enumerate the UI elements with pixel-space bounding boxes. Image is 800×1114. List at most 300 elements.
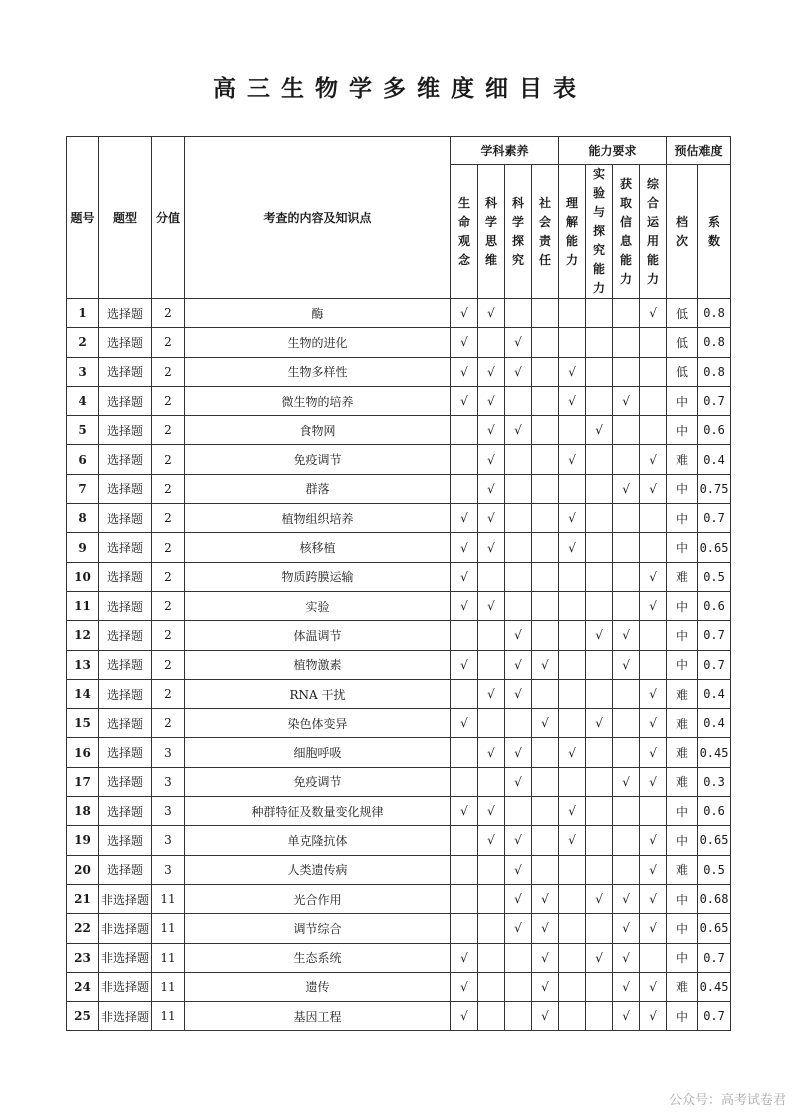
check-cell: [559, 504, 586, 533]
check-mark: √: [541, 950, 549, 965]
check-mark: √: [514, 774, 522, 789]
question-type: 选择题: [99, 650, 152, 679]
check-mark: √: [487, 394, 495, 409]
check-cell: [532, 709, 559, 738]
check-cell: [640, 386, 667, 415]
table-row: [67, 445, 731, 474]
check-cell: [505, 621, 532, 650]
question-type: 选择题: [99, 386, 152, 415]
check-cell: [613, 943, 640, 972]
check-cell: [532, 416, 559, 445]
header-sub-social-responsibility: 社会责任: [538, 195, 551, 267]
check-cell: [559, 1002, 586, 1031]
check-mark: √: [460, 1009, 468, 1024]
check-cell: [451, 299, 478, 328]
check-cell: [640, 504, 667, 533]
check-cell: [451, 445, 478, 474]
question-content: 酶: [185, 299, 451, 328]
header-sub: [640, 165, 667, 299]
check-cell: [532, 328, 559, 357]
question-score: 2: [152, 445, 185, 474]
question-score: 2: [152, 679, 185, 708]
check-cell: [640, 679, 667, 708]
question-number: 10: [67, 562, 99, 591]
check-mark: √: [514, 833, 522, 848]
check-mark: √: [568, 833, 576, 848]
check-cell: [505, 474, 532, 503]
check-cell: [505, 386, 532, 415]
check-mark: √: [595, 423, 603, 438]
check-cell: [640, 299, 667, 328]
check-cell: [478, 328, 505, 357]
check-mark: √: [487, 423, 495, 438]
check-cell: [613, 679, 640, 708]
check-cell: [640, 445, 667, 474]
difficulty-level: 难: [667, 709, 698, 738]
check-cell: [613, 826, 640, 855]
check-mark: √: [514, 687, 522, 701]
check-cell: [640, 562, 667, 591]
difficulty-coefficient: 0.8: [698, 357, 731, 386]
check-cell: [613, 357, 640, 386]
check-mark: √: [568, 364, 576, 379]
check-cell: [505, 943, 532, 972]
table-row: [67, 357, 731, 386]
check-cell: [451, 738, 478, 767]
difficulty-level: 中: [667, 504, 698, 533]
check-cell: [505, 1002, 532, 1031]
table-body: [67, 299, 731, 1031]
check-cell: [505, 914, 532, 943]
check-mark: √: [649, 569, 657, 584]
difficulty-level: 难: [667, 445, 698, 474]
check-cell: [478, 943, 505, 972]
question-number: 13: [67, 650, 99, 679]
check-cell: [586, 914, 613, 943]
question-type: 选择题: [99, 416, 152, 445]
header-sub: [559, 165, 586, 299]
check-cell: [613, 797, 640, 826]
check-cell: [559, 416, 586, 445]
check-cell: [451, 855, 478, 884]
check-cell: [451, 591, 478, 620]
difficulty-level: 中: [667, 797, 698, 826]
check-cell: [505, 797, 532, 826]
check-cell: [586, 474, 613, 503]
check-cell: [559, 591, 586, 620]
difficulty-coefficient: 0.8: [698, 299, 731, 328]
question-score: 2: [152, 386, 185, 415]
table-row: [67, 328, 731, 357]
question-content: 生态系统: [185, 943, 451, 972]
difficulty-coefficient: 0.4: [698, 679, 731, 708]
check-cell: [613, 914, 640, 943]
check-cell: [532, 797, 559, 826]
check-cell: [586, 855, 613, 884]
check-cell: [532, 591, 559, 620]
question-type: 选择题: [99, 621, 152, 650]
question-score: 2: [152, 474, 185, 503]
header-group-literacy: 学科素养: [451, 137, 559, 165]
check-cell: [559, 826, 586, 855]
check-cell: [613, 474, 640, 503]
check-mark: √: [514, 745, 522, 760]
question-score: 2: [152, 416, 185, 445]
difficulty-level: 中: [667, 650, 698, 679]
check-cell: [478, 767, 505, 796]
check-mark: √: [487, 833, 495, 848]
check-cell: [505, 884, 532, 913]
check-cell: [532, 884, 559, 913]
check-mark: √: [487, 745, 495, 760]
check-cell: [505, 533, 532, 562]
check-cell: [613, 386, 640, 415]
check-cell: [451, 943, 478, 972]
question-score: 3: [152, 767, 185, 796]
check-cell: [478, 914, 505, 943]
difficulty-coefficient: 0.8: [698, 328, 731, 357]
difficulty-level: 难: [667, 679, 698, 708]
check-cell: [640, 826, 667, 855]
question-content: 单克隆抗体: [185, 826, 451, 855]
check-cell: [451, 504, 478, 533]
check-cell: [559, 738, 586, 767]
check-cell: [559, 972, 586, 1001]
check-mark: √: [541, 921, 549, 936]
check-cell: [613, 328, 640, 357]
check-cell: [586, 826, 613, 855]
check-cell: [586, 416, 613, 445]
question-content: 植物组织培养: [185, 504, 451, 533]
table-row: [67, 679, 731, 708]
check-mark: √: [514, 364, 522, 379]
check-cell: [640, 1002, 667, 1031]
check-cell: [532, 474, 559, 503]
check-cell: [451, 416, 478, 445]
question-score: 3: [152, 797, 185, 826]
check-cell: [559, 621, 586, 650]
check-cell: [478, 679, 505, 708]
check-cell: [640, 357, 667, 386]
check-cell: [532, 621, 559, 650]
difficulty-coefficient: 0.5: [698, 855, 731, 884]
check-cell: [613, 855, 640, 884]
difficulty-level: 难: [667, 855, 698, 884]
question-number: 25: [67, 1002, 99, 1031]
question-score: 2: [152, 562, 185, 591]
difficulty-level: 难: [667, 972, 698, 1001]
check-mark: √: [460, 335, 468, 350]
check-mark: √: [649, 774, 657, 789]
check-cell: [478, 855, 505, 884]
difficulty-level: 中: [667, 474, 698, 503]
check-cell: [559, 650, 586, 679]
check-cell: [613, 650, 640, 679]
check-cell: [586, 943, 613, 972]
difficulty-level: 中: [667, 416, 698, 445]
difficulty-coefficient: 0.5: [698, 562, 731, 591]
check-cell: [532, 738, 559, 767]
table-row: [67, 855, 731, 884]
table-row: [67, 591, 731, 620]
check-mark: √: [649, 921, 657, 936]
check-cell: [505, 767, 532, 796]
check-cell: [451, 650, 478, 679]
check-cell: [640, 709, 667, 738]
difficulty-coefficient: 0.7: [698, 650, 731, 679]
question-content: 遗传: [185, 972, 451, 1001]
difficulty-coefficient: 0.7: [698, 504, 731, 533]
check-cell: [451, 767, 478, 796]
header-sub: [698, 165, 731, 299]
table-row: [67, 562, 731, 591]
question-type: 选择题: [99, 738, 152, 767]
check-cell: [640, 650, 667, 679]
question-score: 3: [152, 826, 185, 855]
question-score: 3: [152, 855, 185, 884]
check-mark: √: [460, 657, 468, 672]
header-score: 分值: [152, 137, 185, 299]
check-cell: [613, 884, 640, 913]
check-cell: [586, 299, 613, 328]
check-cell: [451, 533, 478, 562]
question-score: 11: [152, 943, 185, 972]
check-cell: [613, 533, 640, 562]
check-cell: [451, 621, 478, 650]
check-cell: [478, 386, 505, 415]
check-cell: [478, 621, 505, 650]
question-content: 生物多样性: [185, 357, 451, 386]
check-cell: [505, 328, 532, 357]
question-content: 人类遗传病: [185, 855, 451, 884]
check-cell: [505, 826, 532, 855]
check-cell: [586, 357, 613, 386]
question-score: 2: [152, 328, 185, 357]
table-row: [67, 299, 731, 328]
header-sub: [505, 165, 532, 299]
check-mark: √: [487, 599, 495, 614]
question-content: 生物的进化: [185, 328, 451, 357]
check-cell: [640, 738, 667, 767]
header-type: 题型: [99, 137, 152, 299]
question-content: 核移植: [185, 533, 451, 562]
check-cell: [613, 621, 640, 650]
question-content: 染色体变异: [185, 709, 451, 738]
question-type: 选择题: [99, 504, 152, 533]
check-mark: √: [487, 511, 495, 526]
check-mark: √: [460, 979, 468, 994]
check-cell: [559, 797, 586, 826]
check-mark: √: [514, 657, 522, 672]
question-number: 23: [67, 943, 99, 972]
question-type: 非选择题: [99, 943, 152, 972]
table-row: [67, 416, 731, 445]
check-cell: [532, 767, 559, 796]
question-type: 选择题: [99, 767, 152, 796]
check-mark: √: [649, 452, 657, 467]
check-cell: [559, 562, 586, 591]
check-cell: [640, 621, 667, 650]
question-score: 3: [152, 738, 185, 767]
check-cell: [559, 884, 586, 913]
difficulty-coefficient: 0.3: [698, 767, 731, 796]
check-cell: [613, 445, 640, 474]
check-cell: [532, 943, 559, 972]
check-cell: [640, 533, 667, 562]
question-content: 物质跨膜运输: [185, 562, 451, 591]
check-cell: [532, 562, 559, 591]
check-cell: [451, 386, 478, 415]
check-mark: √: [568, 511, 576, 526]
check-cell: [478, 445, 505, 474]
header-content: 考查的内容及知识点: [185, 137, 451, 299]
table-row: [67, 621, 731, 650]
check-cell: [613, 738, 640, 767]
check-mark: √: [649, 599, 657, 614]
question-number: 18: [67, 797, 99, 826]
check-cell: [586, 767, 613, 796]
question-number: 7: [67, 474, 99, 503]
question-number: 9: [67, 533, 99, 562]
difficulty-coefficient: 0.6: [698, 591, 731, 620]
question-number: 12: [67, 621, 99, 650]
check-mark: √: [595, 628, 603, 643]
question-type: 选择题: [99, 797, 152, 826]
check-mark: √: [487, 804, 495, 819]
check-mark: √: [649, 745, 657, 760]
check-mark: √: [487, 540, 495, 555]
check-cell: [505, 650, 532, 679]
header-sub-info-acquisition: 获取信息能力: [620, 176, 633, 286]
check-mark: √: [568, 745, 576, 760]
question-type: 选择题: [99, 533, 152, 562]
difficulty-coefficient: 0.65: [698, 533, 731, 562]
check-cell: [451, 826, 478, 855]
check-cell: [478, 650, 505, 679]
header-sub: [451, 165, 478, 299]
check-mark: √: [649, 716, 657, 731]
table-row: [67, 797, 731, 826]
difficulty-coefficient: 0.45: [698, 738, 731, 767]
question-score: 11: [152, 972, 185, 1001]
check-cell: [559, 533, 586, 562]
difficulty-coefficient: 0.7: [698, 621, 731, 650]
check-cell: [532, 679, 559, 708]
check-cell: [532, 299, 559, 328]
check-cell: [586, 328, 613, 357]
question-score: 2: [152, 591, 185, 620]
check-cell: [478, 972, 505, 1001]
check-cell: [640, 943, 667, 972]
check-mark: √: [622, 921, 630, 936]
check-cell: [451, 709, 478, 738]
check-cell: [559, 855, 586, 884]
check-cell: [559, 357, 586, 386]
check-cell: [586, 533, 613, 562]
check-cell: [559, 679, 586, 708]
check-cell: [613, 299, 640, 328]
check-cell: [478, 357, 505, 386]
difficulty-coefficient: 0.7: [698, 1002, 731, 1031]
check-cell: [505, 299, 532, 328]
check-cell: [586, 972, 613, 1001]
check-mark: √: [541, 979, 549, 994]
table-row: [67, 767, 731, 796]
check-cell: [505, 709, 532, 738]
check-mark: √: [622, 1009, 630, 1024]
question-score: 2: [152, 650, 185, 679]
check-mark: √: [460, 569, 468, 584]
question-type: 非选择题: [99, 972, 152, 1001]
difficulty-coefficient: 0.7: [698, 386, 731, 415]
check-cell: [478, 826, 505, 855]
question-content: 群落: [185, 474, 451, 503]
difficulty-level: 低: [667, 299, 698, 328]
question-content: RNA 干扰: [185, 679, 451, 708]
check-mark: √: [514, 921, 522, 936]
check-cell: [586, 650, 613, 679]
check-cell: [613, 562, 640, 591]
table-row: [67, 709, 731, 738]
check-mark: √: [460, 306, 468, 321]
check-mark: √: [460, 511, 468, 526]
question-type: 选择题: [99, 855, 152, 884]
difficulty-level: 中: [667, 914, 698, 943]
check-mark: √: [622, 950, 630, 965]
question-content: 实验: [185, 591, 451, 620]
check-mark: √: [460, 716, 468, 731]
check-mark: √: [514, 862, 522, 877]
check-mark: √: [649, 979, 657, 994]
question-content: 调节综合: [185, 914, 451, 943]
table-row: [67, 1002, 731, 1031]
check-mark: √: [595, 950, 603, 965]
question-number: 22: [67, 914, 99, 943]
check-cell: [559, 914, 586, 943]
question-type: 选择题: [99, 474, 152, 503]
difficulty-coefficient: 0.4: [698, 445, 731, 474]
check-mark: √: [487, 687, 495, 701]
table-row: [67, 504, 731, 533]
header-sub-life-concept: 生命观念: [457, 195, 470, 267]
difficulty-coefficient: 0.45: [698, 972, 731, 1001]
table-row: [67, 650, 731, 679]
header-sub-scientific-thinking: 科学思维: [484, 195, 497, 267]
difficulty-level: 中: [667, 591, 698, 620]
question-number: 16: [67, 738, 99, 767]
question-content: 植物激素: [185, 650, 451, 679]
check-cell: [505, 357, 532, 386]
check-mark: √: [487, 306, 495, 321]
check-mark: √: [514, 335, 522, 350]
check-mark: √: [649, 892, 657, 907]
check-mark: √: [649, 833, 657, 848]
question-number: 15: [67, 709, 99, 738]
check-cell: [478, 299, 505, 328]
check-cell: [640, 474, 667, 503]
check-cell: [640, 855, 667, 884]
check-cell: [640, 767, 667, 796]
question-number: 5: [67, 416, 99, 445]
check-cell: [505, 855, 532, 884]
check-cell: [532, 855, 559, 884]
question-number: 19: [67, 826, 99, 855]
header-sub: [478, 165, 505, 299]
question-number: 20: [67, 855, 99, 884]
question-content: 体温调节: [185, 621, 451, 650]
difficulty-level: 中: [667, 826, 698, 855]
table-row: [67, 738, 731, 767]
